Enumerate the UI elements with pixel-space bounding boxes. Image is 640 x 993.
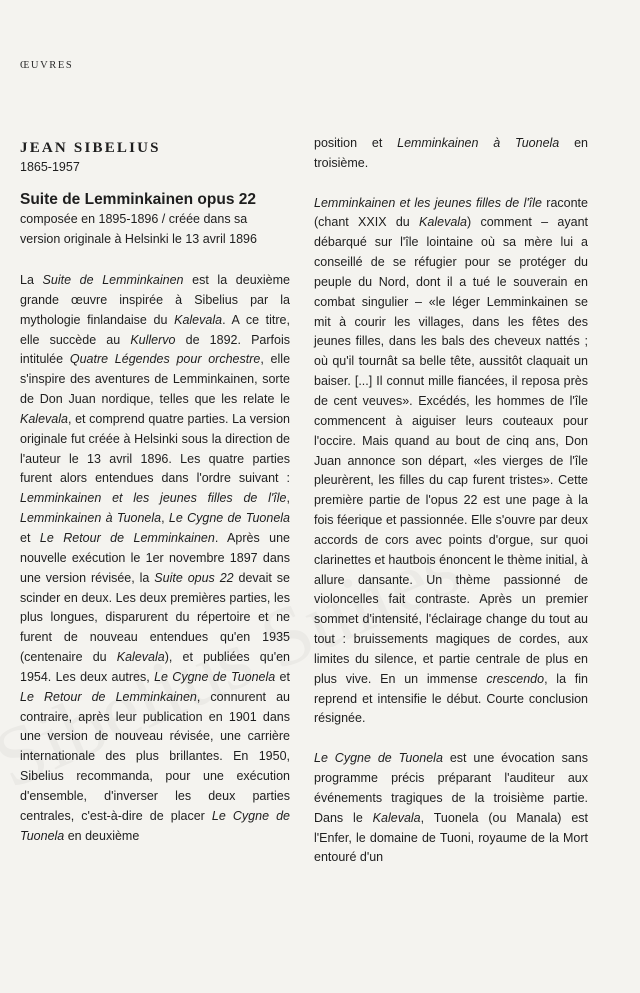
text-run: ,: [161, 511, 169, 526]
italic-run: Kalevala: [372, 810, 421, 825]
text-run: ,: [286, 491, 290, 506]
text-run: et: [275, 669, 290, 684]
text-run: ) comment – ayant débarqué sur l'île lointaine où sa mère lui a conseillé de se réfugier pour se protéger du peuple du Nord, dont il a tué le souverain en combat singulier – «le léger Lemminkainen se mit à courir les villages, dans les fêtes des jeunes filles, dans les bals des cheveux nattés ; où qu'il tournât sa belle tête, aussitôt claquait un baiser. [...] Il connut mille fiancées, il reposa près de cent veuves». Excédés, les hommes de l'île commencent à aiguiser leurs couteaux pour l'occire. Mais quand au bout de cinq ans, Don Juan annonce son départ, «les vierges de l'île pleurèrent, les filles du cap furent tristes». Cette première partie de l'opus 22 est une page à la fois féerique et passionnée. Elle s'ouvre par deux accords de cors avec points d'orgue, sur quoi clarinettes et hautbois énoncent le thème initial, à allure dansante. Un thème passionné de violoncelles fait contraste. Après un premier sommet d'intensité, l'éclairage change du tout au tout : bruissements magiques de cordes, aux limites du silence, et partie centrale de plus en plus vive. En un immense: [314, 215, 588, 686]
text-run: , et comprend quatre parties. La version originale fut créée à Helsinki sous la direction de l'auteur le 13 avril 1896. Les quatre parties furent alors entendues dans l'ordre suivant :: [20, 411, 290, 486]
italic-run: Lemminkainen à Tuonela: [20, 511, 162, 526]
text-run: , la fin reprend et intensifie le début. Courte conclusion résignée.: [314, 671, 588, 726]
composer-dates: 1865-1957: [20, 160, 80, 174]
italic-run: Suite de Lemminkainen: [42, 273, 184, 287]
body-paragraph: [314, 749, 588, 868]
italic-run: Lemminkainen et les jeunes filles de l'île: [20, 491, 287, 506]
section-label: ŒUVRES: [20, 60, 74, 71]
left-column: [20, 138, 290, 846]
text-run: La: [20, 273, 43, 287]
italic-run: Kalevala: [174, 312, 223, 327]
italic-run: Le Cygne de Tuonela: [154, 669, 276, 684]
italic-run: Kalevala: [419, 215, 467, 230]
text-run: , elle s'inspire des aventures de Lemminkainen, sorte de Don Juan nordique, telles que les relate le: [20, 352, 291, 407]
composer-name: JEAN SIBELIUS: [20, 140, 161, 156]
italic-run: Quatre Légendes pour orchestre: [69, 352, 261, 367]
text-run: de 1892. Parfois intitulée: [20, 332, 290, 367]
body-paragraph: [314, 194, 588, 730]
text-run: raconte (chant XXIX du: [314, 195, 588, 230]
italic-run: Kullervo: [130, 332, 176, 347]
text-run: ), et publiées qu'en 1954. Les deux autres,: [20, 650, 290, 684]
italic-run: crescendo: [486, 671, 545, 686]
italic-run: Le Cygne de Tuonela: [168, 511, 290, 526]
italic-run: Le Retour de Lemminkainen: [39, 530, 215, 545]
text-run: , Tuonela (ou Manala) est l'Enfer, le domaine de Tuoni, royaume de la Mort entouré d'un: [314, 810, 588, 865]
italic-run: Suite opus 22: [154, 570, 234, 585]
text-run: . Après une nouvelle exécution le 1er novembre 1897 dans une version révisée, la: [20, 530, 290, 585]
text-run: est une évocation sans programme précis préparant l'auditeur aux événements tragiques de la troisième partie. Dans le: [314, 751, 588, 825]
text-run: devait se scinder en deux. Les deux premières parties, les plus longues, disparurent du répertoire et ne furent de nouveau entendues qu'en 1935 (centenaire du: [20, 570, 290, 665]
italic-run: Lemminkainen et les jeunes filles de l'île: [314, 195, 542, 210]
text-run: position et: [314, 136, 398, 150]
italic-run: Le Cygne de Tuonela: [314, 751, 443, 766]
text-run: , connurent au contraire, après leur publication en 1901 dans une version de nouveau révisée, une carrière internationale des plus brillantes. En 1950, Sibelius recommanda, pour une exécution d'ensemble, d'inverser les deux parties centrales, c'est-à-dire de placer: [20, 689, 290, 823]
italic-run: Kalevala: [20, 411, 68, 426]
text-run: et: [20, 530, 40, 545]
body-paragraph: [314, 134, 588, 174]
italic-run: Lemminkainen à Tuonela: [397, 136, 560, 150]
body-paragraph: [20, 271, 290, 846]
italic-run: Le Retour de Lemminkainen: [20, 689, 197, 704]
right-column: [314, 134, 588, 888]
work-subtitle: composée en 1895-1896 / créée dans sa version originale à Helsinki le 13 avril 1896: [20, 212, 257, 246]
italic-run: Kalevala: [116, 650, 165, 665]
text-run: . A ce titre, elle succède au: [20, 312, 290, 347]
italic-run: Le Cygne de Tuonela: [20, 808, 291, 843]
work-title: Suite de Lemminkainen opus 22: [20, 191, 257, 208]
text-run: est la deuxième grande œuvre inspirée à Sibelius par la mythologie finlandaise du: [20, 273, 290, 327]
text-run: en troisième.: [314, 136, 588, 170]
text-run: en deuxième: [64, 828, 140, 843]
